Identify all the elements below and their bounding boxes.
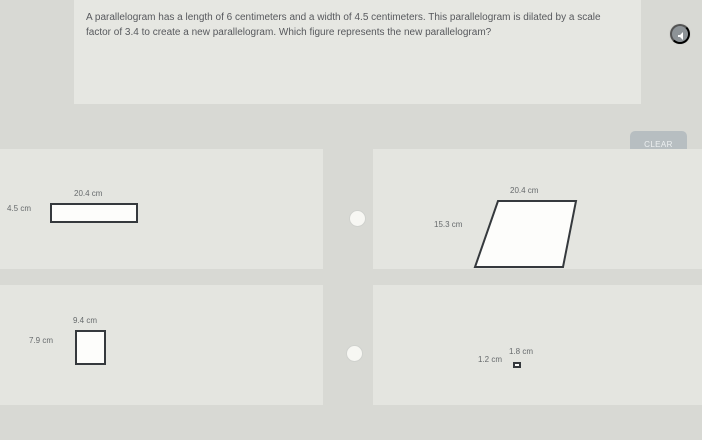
speaker-icon [677,31,687,41]
option-c-width-label: 7.9 cm [29,336,54,345]
option-a-length-label: 20.4 cm [74,189,103,198]
answer-radio-top[interactable] [349,210,366,227]
answer-option-a[interactable] [0,149,323,269]
answer-radio-bottom[interactable] [346,345,363,362]
option-a-width-label: 4.5 cm [7,204,32,213]
option-b-figure [470,197,578,269]
question-text: A parallelogram has a length of 6 centimeters and a width of 4.5 centimeters. This parallelogram is dilated by a scale factor of 3.4 to create a new parallelogram. Which figure represents the new parallelogram? [86,12,601,38]
option-d-length-label: 1.8 cm [509,347,534,356]
option-a-figure [50,203,138,223]
option-b-width-label: 15.3 cm [434,220,463,229]
clear-button[interactable]: CLEAR [630,131,687,158]
option-c-length-label: 9.4 cm [73,316,98,325]
audio-button[interactable] [670,24,690,44]
question-card [74,0,641,104]
option-d-figure [513,362,521,368]
answer-option-d[interactable] [373,285,702,405]
option-d-width-label: 1.2 cm [478,355,503,364]
option-b-length-label: 20.4 cm [510,186,539,195]
option-c-figure [75,330,106,365]
